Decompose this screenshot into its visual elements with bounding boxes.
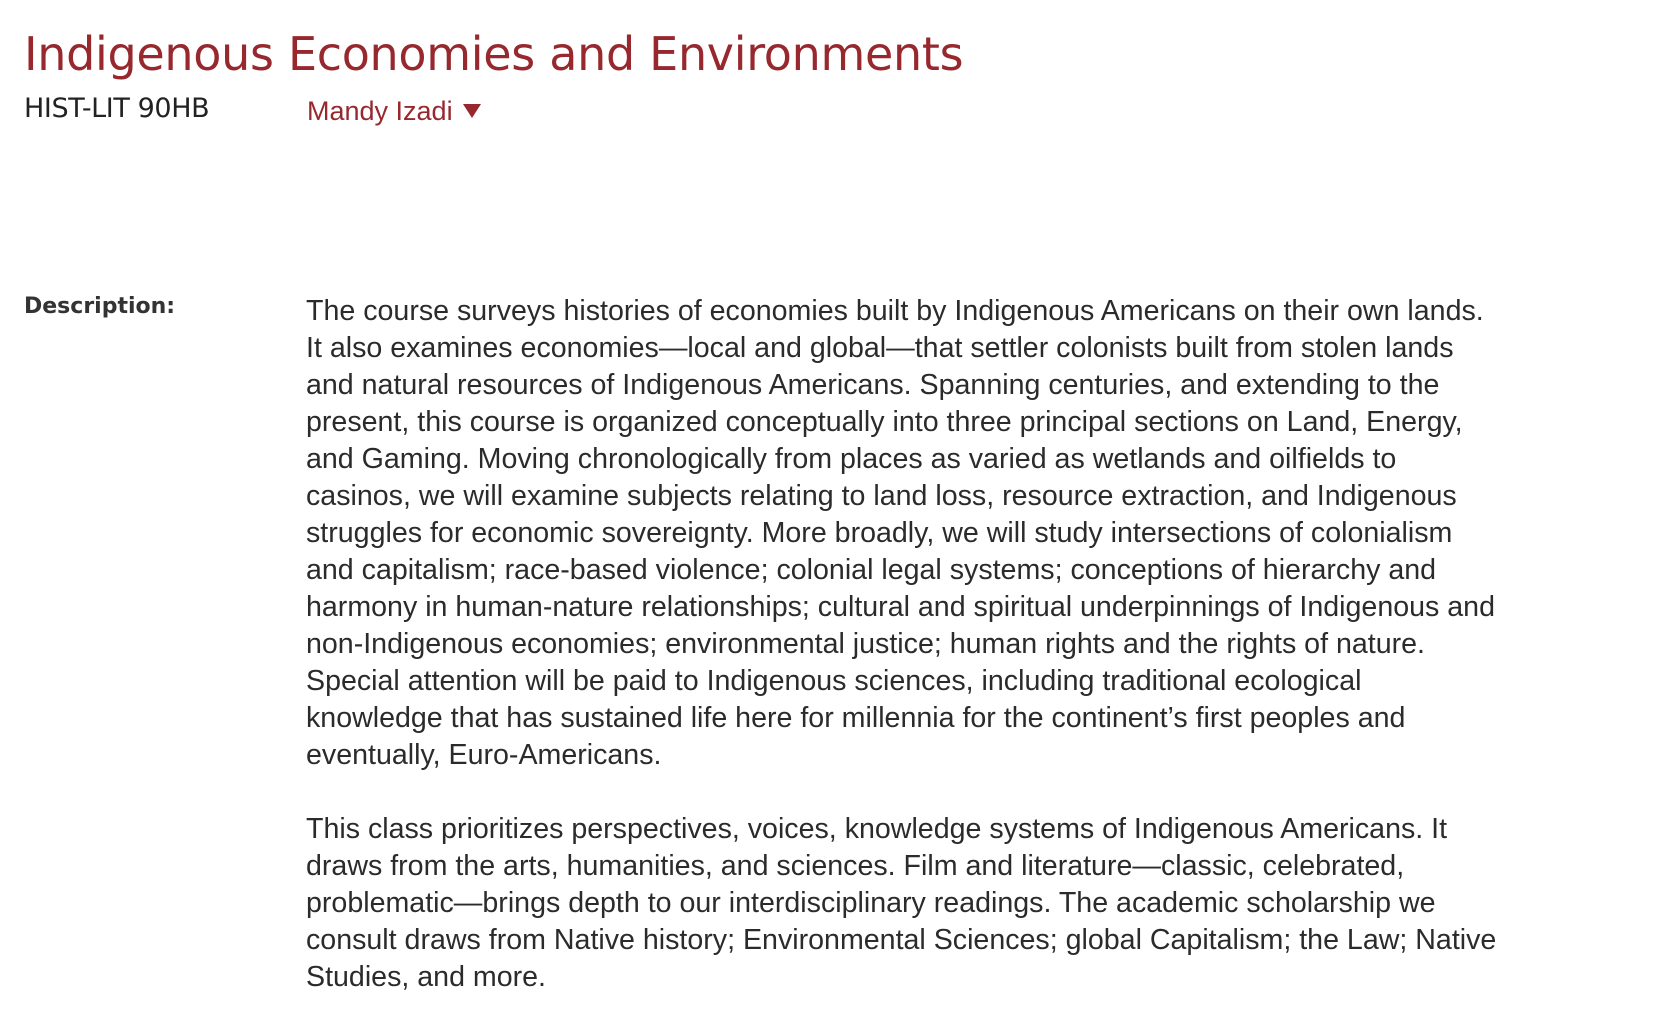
description-label: Description: (24, 294, 176, 319)
course-title: Indigenous Economies and Environments (24, 27, 964, 81)
instructor-name[interactable]: Mandy Izadi (307, 96, 453, 126)
caret-down-icon[interactable] (463, 104, 481, 118)
instructor-dropdown[interactable] (307, 93, 481, 129)
description-paragraph: This class prioritizes perspectives, voices, knowledge systems of Indigenous Americans. It draws from the arts, humanities, and sciences. Film and literature—classic, celebrated, problematic—brings depth to our interdisciplinary readings. The academic scholarship we consult draws from Native history; Environmental Sciences; global Capitalism; the Law; Native Studies, and more. (306, 813, 1497, 993)
description-body (306, 293, 1658, 996)
description-paragraph: The course surveys histories of economies built by Indigenous Americans on their own lands. It also examines economies—local and global—that settler colonists built from stolen lands and natural resources of Indigenous Americans. Spanning centuries, and extending to the present, this course is organized conceptually into three principal sections on Land, Energy, and Gaming. Moving chronologically from places as varied as wetlands and oilfields to casinos, we will examine subjects relating to land loss, resource extraction, and Indigenous struggles for economic sovereignty. More broadly, we will study intersections of colonialism and capitalism; race-based violence; colonial legal systems; conceptions of hierarchy and harmony in human-nature relationships; cultural and spiritual underpinnings of Indigenous and non-Indigenous economies; environmental justice; human rights and the rights of nature. Special attention will be paid to Indigenous sciences, including traditional ecological knowledge that has sustained life here for millennia for the continent’s first peoples and eventually, Euro-Americans. (306, 295, 1495, 771)
course-code: HIST-LIT 90HB (24, 93, 210, 124)
